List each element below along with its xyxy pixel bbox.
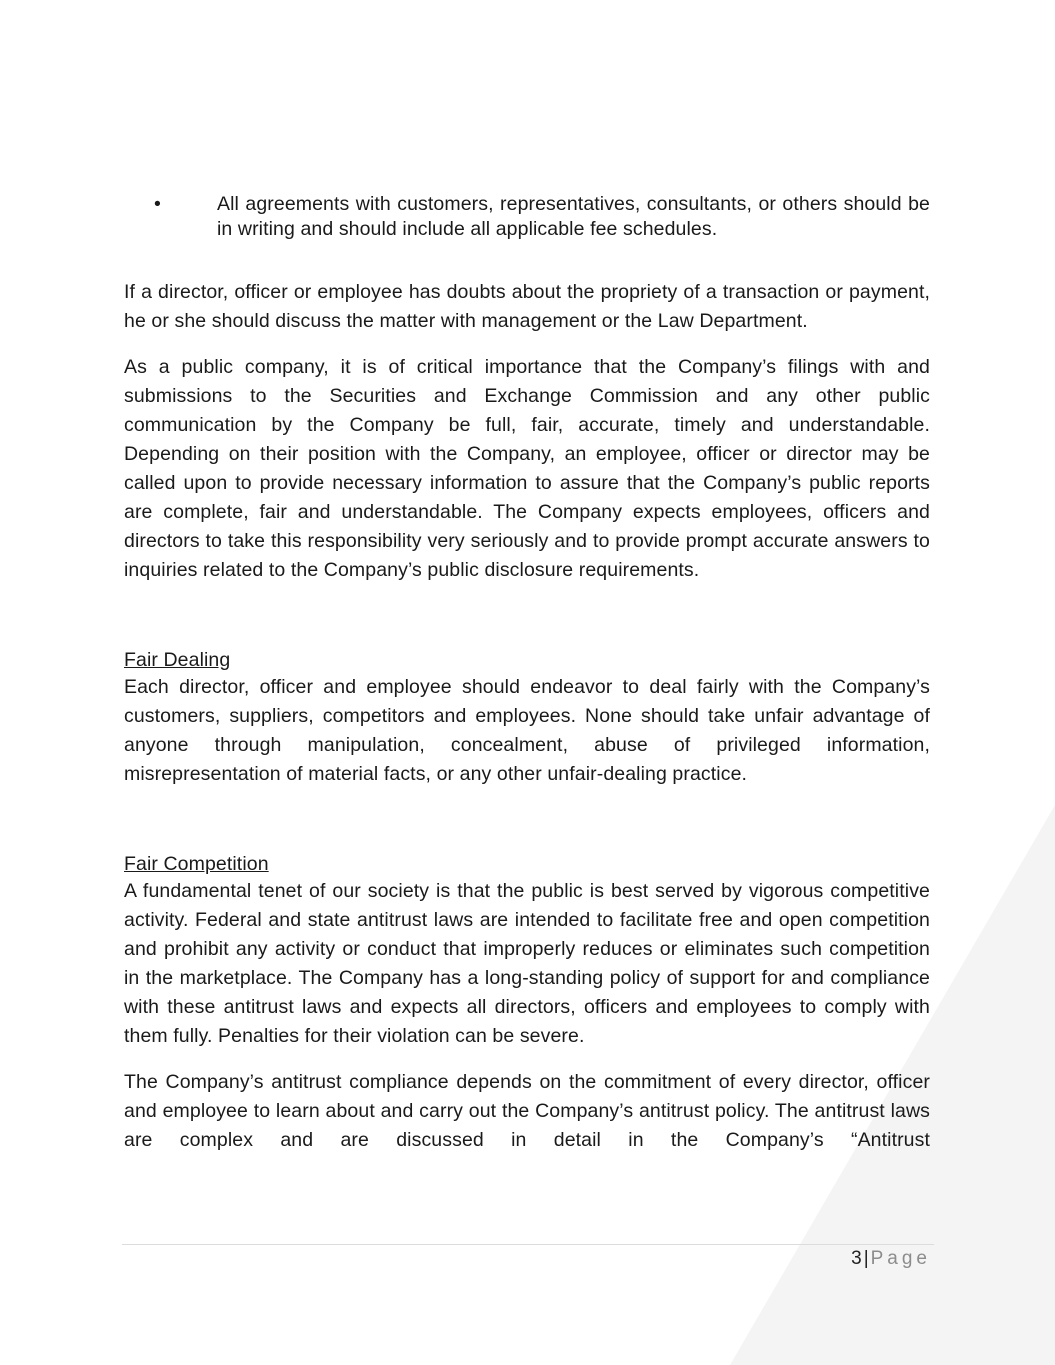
page-footer [851, 1248, 931, 1270]
bullet-icon: • [154, 193, 161, 215]
paragraph-public-company: As a public company, it is of critical importance that the Company’s filings with and submissions to the Securities and Exchange Commission and any other public communication by the Company be full, fair, accurate, timely and understandable. Depending on their position with the Company, an employee, officer or director may be called upon to provide necessary information to assure that the Company’s public reports are complete, fair and understandable. The Company expects employees, officers and directors to take this responsibility very seriously and to provide prompt accurate answers to inquiries related to the Company’s public disclosure requirements. [124, 356, 930, 581]
paragraph-fair-dealing: Each director, officer and employee should endeavor to deal fairly with the Company’s customers, suppliers, competitors and employees. None should take unfair advantage of anyone through manipulation, concealment, abuse of privileged information, misrepresentation of material facts, or any other unfair-dealing practice. [124, 676, 930, 785]
page-content [124, 192, 930, 1155]
heading-fair-dealing: Fair Dealing [124, 649, 231, 671]
page-label: Page [870, 1248, 931, 1269]
footer-divider [122, 1244, 934, 1245]
paragraph-doubts: If a director, officer or employee has doubts about the propriety of a transaction or payment, he or she should discuss the matter with management or the Law Department. [124, 281, 930, 332]
page-separator: | [863, 1248, 871, 1269]
bullet-item [124, 192, 930, 242]
bullet-text: All agreements with customers, representatives, consultants, or others should be in writing and should include all applicable fee schedules. [217, 193, 930, 240]
paragraph-antitrust-compliance: The Company’s antitrust compliance depends on the commitment of every director, officer and employee to learn about and carry out the Company’s antitrust policy. The antitrust laws are complex and are discussed in detail in the Company’s “Antitrust [124, 1071, 930, 1151]
heading-fair-competition: Fair Competition [124, 853, 269, 875]
paragraph-fair-competition: A fundamental tenet of our society is that the public is best served by vigorous competitive activity. Federal and state antitrust laws are intended to facilitate free and open competition and prohibit any activity or conduct that improperly reduces or eliminates such competition in the marketplace. The Company has a long-standing policy of support for and compliance with these antitrust laws and expects all directors, officers and employees to comply with them fully. Penalties for their violation can be severe. [124, 880, 930, 1047]
page-number: 3 [851, 1248, 864, 1269]
